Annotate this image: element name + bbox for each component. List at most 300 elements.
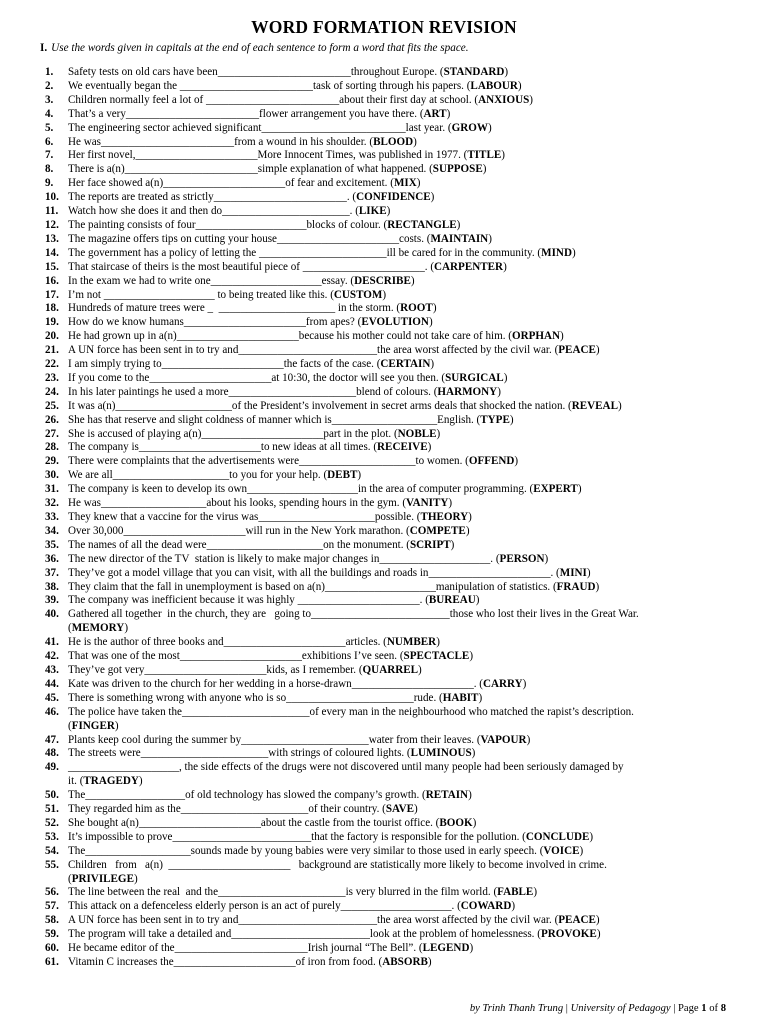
question-text-end: ) <box>427 441 432 454</box>
question-keyword: LEGEND <box>422 942 470 955</box>
question-text-end: ) <box>560 330 564 343</box>
question-keyword: SUPPOSE <box>432 163 483 176</box>
footer-author: by Trinh Thanh Trung <box>469 1003 564 1014</box>
question-text: This attack on a defenceless elderly person is an act of purely____________________. ( <box>68 900 461 913</box>
question-keyword: BOOK <box>439 816 473 829</box>
footer-of-label: of <box>706 1003 721 1014</box>
question-text-end: ) <box>488 232 492 245</box>
question-text-end: ) <box>544 552 549 565</box>
question-text-end: ) <box>114 719 119 732</box>
question-item <box>0 581 768 595</box>
question-keyword: LABOUR <box>470 79 518 92</box>
question-number: 14. <box>45 246 59 259</box>
question-text-end: ) <box>497 385 501 398</box>
question-number: 46. <box>45 705 59 718</box>
question-keyword: REVEAL <box>571 399 618 412</box>
question-number: 13. <box>45 232 59 245</box>
question-item <box>0 177 768 191</box>
question-text-end: ) <box>595 580 600 593</box>
question-item <box>0 289 768 303</box>
footer-separator: | <box>670 1003 679 1014</box>
question-item <box>0 956 768 970</box>
question-text: They’ve got a model village that you can visit, with all the buildings and roads in______________________. ( <box>68 566 560 579</box>
question-text: It was a(n)_____________________of the President’s involvement in secret arms deals that shocked the nation. ( <box>68 399 572 412</box>
question-number: 40. <box>45 608 59 621</box>
question-text-end: ) <box>571 246 576 259</box>
question-item <box>0 275 768 289</box>
question-text-end: ) <box>595 914 600 927</box>
question-text: He had grown up in a(n)______________________because his mother could not take care of him. ( <box>68 330 512 343</box>
question-number: 23. <box>45 371 59 384</box>
question-text: There were complaints that the advertisements were_____________________to women. ( <box>68 455 469 468</box>
question-number: 22. <box>45 358 59 371</box>
question-keyword: PERSON <box>499 552 545 565</box>
footer-separator: | <box>563 1003 571 1014</box>
question-keyword: PRIVILEGE <box>71 872 134 885</box>
question-keyword: COWARD <box>460 900 512 913</box>
question-text: If you come to the______________________at 10:30, the doctor will see you then. ( <box>68 371 446 384</box>
question-text: In his later paintings he used a more_______________________blend of colours. ( <box>68 385 438 398</box>
question-number: 57. <box>45 900 59 913</box>
question-text-end: ) <box>533 886 538 899</box>
question-text: That was one of the most______________________exhibitions I’ve seen. ( <box>68 650 404 663</box>
question-text: That’s a very________________________flower arrangement you have there. ( <box>68 107 424 120</box>
question-number: 15. <box>45 260 59 273</box>
question-text: They regarded him as the_______________________of their country. ( <box>68 803 386 816</box>
question-keyword: RECTANGLE <box>387 218 457 231</box>
question-text-end: ) <box>430 358 435 371</box>
question-number: 26. <box>45 413 59 426</box>
question-text-end: ) <box>413 135 417 148</box>
question-item <box>0 692 768 706</box>
instruction-text: Use the words given in capitals at the end of each sentence to form a word that fits the space. <box>51 42 469 54</box>
question-keyword: CERTAIN <box>380 358 431 371</box>
question-keyword: MIX <box>393 177 417 190</box>
question-number: 28. <box>45 441 59 454</box>
question-keyword: FABLE <box>497 886 534 899</box>
question-item <box>0 761 768 789</box>
question-item <box>0 80 768 94</box>
question-keyword: MIND <box>541 246 572 259</box>
question-keyword: PEACE <box>558 344 596 357</box>
question-number: 60. <box>45 942 59 955</box>
question-number: 20. <box>45 330 59 343</box>
question-text: ____________________, the side effects of the drugs were not discovered until many people had been seriously damaged by <box>68 761 624 774</box>
question-item <box>0 594 768 608</box>
question-item <box>0 928 768 942</box>
instruction <box>40 41 740 55</box>
question-keyword: CONFIDENCE <box>356 191 431 204</box>
question-number: 34. <box>45 524 59 537</box>
question-item <box>0 122 768 136</box>
question-text-end: ) <box>478 691 483 704</box>
question-keyword: TYPE <box>480 413 510 426</box>
question-number: 58. <box>45 914 59 927</box>
question-text-end: ) <box>617 399 622 412</box>
question-text: The painting consists of four____________________blocks of colour. ( <box>68 218 388 231</box>
question-number: 3. <box>45 93 54 106</box>
question-text-end: ) <box>450 538 455 551</box>
question-number: 37. <box>45 566 59 579</box>
question-keyword: RECEIVE <box>377 441 428 454</box>
question-keyword: STANDARD <box>443 66 505 78</box>
question-item <box>0 886 768 900</box>
question-text-end: ) <box>133 872 138 885</box>
question-keyword: OFFEND <box>468 455 515 468</box>
question-keyword: NUMBER <box>386 636 437 649</box>
question-item <box>0 386 768 400</box>
question-number: 25. <box>45 399 59 412</box>
question-text-end: ) <box>414 803 418 816</box>
question-number: 4. <box>45 107 54 120</box>
footer-page-total: 8 <box>720 1003 726 1014</box>
question-item <box>0 108 768 122</box>
question-text-continued: it. ( <box>68 775 84 788</box>
question-text: The streets were_______________________with strings of coloured lights. ( <box>68 747 411 760</box>
question-text-end: ) <box>410 274 415 287</box>
question-keyword: FRAUD <box>556 580 596 593</box>
question-number: 52. <box>45 816 59 829</box>
question-text: Her first novel,______________________More Innocent Times, was published in 1977. ( <box>68 149 468 162</box>
question-item <box>0 191 768 205</box>
question-keyword: CARRY <box>483 677 523 690</box>
question-text-end: ) <box>501 149 505 162</box>
question-text: The police have taken the_______________________of every man in the neighbourhood who matched the rapist’s description. <box>68 705 634 718</box>
question-item <box>0 664 768 678</box>
question-text-end: ) <box>475 594 480 607</box>
question-text: He is the author of three books and______________________articles. ( <box>68 636 387 649</box>
question-text-end: ) <box>579 844 584 857</box>
question-text: In the exam we had to write one____________________essay. ( <box>68 274 355 287</box>
question-text: The__________________of old technology has slowed the company’s growth. ( <box>68 789 426 802</box>
question-text-continued: ( <box>68 719 72 732</box>
page-title: WORD FORMATION REVISION <box>251 17 517 37</box>
question-item <box>0 734 768 748</box>
question-item <box>0 789 768 803</box>
question-number: 6. <box>45 135 54 148</box>
question-number: 18. <box>45 302 59 315</box>
question-item <box>0 914 768 928</box>
question-item <box>0 497 768 511</box>
question-text: The magazine offers tips on cutting your house______________________costs. ( <box>68 232 431 245</box>
question-keyword: MAINTAIN <box>430 232 489 245</box>
question-text: There is something wrong with anyone who is so_______________________rude. ( <box>68 691 443 704</box>
question-item <box>0 942 768 956</box>
question-number: 2. <box>45 79 54 92</box>
question-item <box>0 136 768 150</box>
question-item <box>0 316 768 330</box>
question-number: 39. <box>45 594 59 607</box>
question-text-end: ) <box>471 747 476 760</box>
question-text: A UN force has been sent in to try and_________________________the area worst affected by the civil war. ( <box>68 914 559 927</box>
question-text: Plants keep cool during the summer by_______________________water from their leaves. ( <box>68 733 481 746</box>
question-number: 50. <box>45 789 59 802</box>
question-text-end: ) <box>509 413 514 426</box>
question-keyword: LUMINOUS <box>410 747 472 760</box>
question-number: 1. <box>45 66 54 78</box>
question-text-continued: ( <box>68 622 72 635</box>
question-keyword: HABIT <box>442 691 479 704</box>
question-keyword: ANXIOUS <box>478 93 530 106</box>
question-item <box>0 455 768 469</box>
question-text-end: ) <box>456 218 461 231</box>
question-text: How do we know humans______________________from apes? ( <box>68 316 362 329</box>
question-number: 21. <box>45 344 59 357</box>
question-keyword: COMPETE <box>409 524 466 537</box>
question-text: Her face showed a(n)______________________of fear and excitement. ( <box>68 177 394 190</box>
question-text: She has that reserve and slight coldness of manner which is___________________English. ( <box>68 413 481 426</box>
question-text: Children normally feel a lot of ________________________about their first day at school. ( <box>68 93 479 106</box>
question-text: We are all_____________________to you for your help. ( <box>68 469 328 482</box>
question-item <box>0 441 768 455</box>
question-keyword: ORPHAN <box>511 330 561 343</box>
question-text: Kate was driven to the church for her wedding in a horse-drawn______________________. ( <box>68 677 483 690</box>
question-number: 17. <box>45 288 59 301</box>
question-text-end: ) <box>595 344 600 357</box>
question-continuation <box>68 720 726 734</box>
question-number: 10. <box>45 191 59 204</box>
question-text-end: ) <box>482 163 487 176</box>
question-text-end: ) <box>465 524 470 537</box>
question-text: That staircase of theirs is the most beautiful piece of ______________________. ( <box>68 260 435 273</box>
question-text-end: ) <box>517 79 522 92</box>
question-text: He was________________________from a wound in his shoulder. ( <box>68 135 374 148</box>
question-text-end: ) <box>418 663 422 676</box>
question-number: 41. <box>45 636 59 649</box>
question-item <box>0 261 768 275</box>
question-keyword: HARMONY <box>437 385 498 398</box>
question-number: 42. <box>45 650 59 663</box>
question-item <box>0 372 768 386</box>
question-number: 61. <box>45 956 59 968</box>
question-text: Hundreds of mature trees were _ _____________________ in the storm. ( <box>68 302 401 315</box>
question-item <box>0 845 768 859</box>
question-item <box>0 358 768 372</box>
question-item <box>0 511 768 525</box>
question-text: The program will take a detailed and_________________________look at the problem of homelessness. ( <box>68 928 541 941</box>
question-keyword: VOICE <box>543 844 580 857</box>
question-keyword: VANITY <box>406 497 449 510</box>
question-item <box>0 678 768 692</box>
question-text: Gathered all together in the church, they are going to_________________________those who lost their lives in the Great War. <box>68 608 639 621</box>
question-text: She is accused of playing a(n)______________________part in the plot. ( <box>68 427 398 440</box>
question-item <box>0 149 768 163</box>
question-number: 53. <box>45 830 59 843</box>
question-item <box>0 163 768 177</box>
question-number: 55. <box>45 858 59 871</box>
question-item <box>0 747 768 761</box>
question-item <box>0 636 768 650</box>
question-keyword: CUSTOM <box>333 288 383 301</box>
question-text: Vitamin C increases the______________________of iron from food. ( <box>68 956 383 968</box>
question-item <box>0 414 768 428</box>
question-keyword: QUARREL <box>362 663 419 676</box>
question-keyword: PEACE <box>558 914 596 927</box>
question-number: 8. <box>45 163 54 176</box>
question-item <box>0 525 768 539</box>
question-item <box>0 344 768 358</box>
question-text: Children from a(n) ______________________ background are statistically more likely to become involved in crime. <box>68 858 607 871</box>
question-keyword: THEORY <box>420 511 469 523</box>
question-keyword: DEBT <box>327 469 358 482</box>
question-keyword: BUREAU <box>428 594 476 607</box>
question-item <box>0 817 768 831</box>
question-keyword: MEMORY <box>71 622 125 635</box>
question-keyword: SAVE <box>385 803 415 816</box>
question-text-end: ) <box>589 830 594 843</box>
question-text-end: ) <box>487 121 492 134</box>
question-keyword: MINI <box>559 566 587 579</box>
question-keyword: LIKE <box>358 205 387 218</box>
question-text-end: ) <box>586 566 591 579</box>
question-keyword: CONCLUDE <box>525 830 590 843</box>
question-keyword: NOBLE <box>397 427 437 440</box>
question-keyword: EXPERT <box>533 483 578 496</box>
question-number: 12. <box>45 218 59 231</box>
question-keyword: CARPENTER <box>434 260 504 273</box>
question-text-end: ) <box>522 677 527 690</box>
question-text-end: ) <box>386 205 391 218</box>
question-item <box>0 483 768 497</box>
question-keyword: SCRIPT <box>409 538 451 551</box>
question-item <box>0 539 768 553</box>
question-text-end: ) <box>436 427 441 440</box>
question-item <box>0 94 768 108</box>
question-text: He was___________________about his looks, spending hours in the gym. ( <box>68 497 407 510</box>
question-number: 36. <box>45 552 59 565</box>
question-text: I’m not ____________________ to being treated like this. ( <box>68 288 334 301</box>
question-text-end: ) <box>468 789 472 802</box>
question-number: 45. <box>45 691 59 704</box>
question-text-end: ) <box>357 469 362 482</box>
question-text-end: ) <box>430 191 435 204</box>
question-text-end: ) <box>138 775 143 788</box>
question-number: 19. <box>45 316 59 329</box>
question-text-end: ) <box>529 93 533 106</box>
question-continuation <box>68 622 726 636</box>
question-text-end: ) <box>124 622 129 635</box>
footer-page-number: 1 <box>701 1003 707 1014</box>
question-number: 47. <box>45 733 59 746</box>
question-number: 29. <box>45 455 59 468</box>
question-item <box>0 608 768 636</box>
question-keyword: TITLE <box>467 149 502 162</box>
question-number: 27. <box>45 427 59 440</box>
question-item <box>0 247 768 261</box>
question-item <box>0 900 768 914</box>
page-footer <box>470 1003 726 1014</box>
question-text-end: ) <box>428 316 433 329</box>
question-keyword: SURGICAL <box>445 371 504 384</box>
question-number: 56. <box>45 886 59 899</box>
question-text-end: ) <box>514 455 519 468</box>
question-number: 24. <box>45 385 59 398</box>
question-number: 51. <box>45 803 59 816</box>
question-keyword: RETAIN <box>425 789 469 802</box>
question-text-end: ) <box>504 66 509 78</box>
question-item <box>0 302 768 316</box>
question-number: 49. <box>45 761 59 774</box>
question-keyword: PROVOKE <box>540 928 597 941</box>
question-text-end: ) <box>416 177 421 190</box>
question-text: The engineering sector achieved significant__________________________last year. ( <box>68 121 452 134</box>
question-text: They knew that a vaccine for the virus was_____________________possible. ( <box>68 511 421 523</box>
question-item <box>0 706 768 734</box>
question-item <box>0 803 768 817</box>
question-text: He became editor of the________________________Irish journal “The Bell”. ( <box>68 942 423 955</box>
instruction-number: I. <box>40 42 48 54</box>
question-text-end: ) <box>503 371 508 384</box>
question-text: She bought a(n)______________________about the castle from the tourist office. ( <box>68 816 440 829</box>
question-text: They’ve got very______________________kids, as I remember. ( <box>68 663 363 676</box>
question-number: 16. <box>45 274 59 287</box>
question-text-end: ) <box>577 483 582 496</box>
question-item <box>0 219 768 233</box>
question-keyword: VAPOUR <box>480 733 527 746</box>
question-text: The company was inefficient because it was highly ______________________. ( <box>68 594 429 607</box>
question-text-end: ) <box>469 942 474 955</box>
question-item <box>0 469 768 483</box>
question-text-end: ) <box>503 260 507 273</box>
question-keyword: EVOLUTION <box>361 316 429 329</box>
question-number: 44. <box>45 677 59 690</box>
question-text: The company is______________________to new ideas at all times. ( <box>68 441 378 454</box>
question-text: It’s impossible to prove_________________________that the factory is responsible for the pollution. ( <box>68 830 526 843</box>
question-number: 32. <box>45 497 59 510</box>
footer-page-label: Page <box>678 1003 702 1014</box>
question-number: 33. <box>45 511 59 523</box>
question-item <box>0 428 768 442</box>
question-number: 5. <box>45 121 54 134</box>
question-text-end: ) <box>468 511 472 523</box>
question-keyword: TRAGEDY <box>83 775 139 788</box>
question-text: Safety tests on old cars have been________________________throughout Europe. ( <box>68 66 444 78</box>
question-item <box>0 567 768 581</box>
question-text: The company is keen to develop its own____________________in the area of computer programming. ( <box>68 483 534 496</box>
question-text: The reports are treated as strictly________________________. ( <box>68 191 357 204</box>
question-item <box>0 831 768 845</box>
question-text-end: ) <box>596 928 601 941</box>
question-text: I am simply trying to______________________the facts of the case. ( <box>68 358 381 371</box>
question-number: 54. <box>45 844 59 857</box>
footer-institution: University of Pedagogy <box>570 1003 671 1014</box>
question-number: 35. <box>45 538 59 551</box>
question-text: The new director of the TV station is likely to make major changes in____________________. ( <box>68 552 500 565</box>
question-text-end: ) <box>469 650 474 663</box>
question-text-end: ) <box>511 900 516 913</box>
question-keyword: ABSORB <box>382 956 428 968</box>
question-keyword: GROW <box>451 121 488 134</box>
question-text: They claim that the fall in unemployment is based on a(n)____________________manipulation of statistics. ( <box>68 580 557 593</box>
question-number: 59. <box>45 928 59 941</box>
question-continuation <box>68 775 726 789</box>
question-text-end: ) <box>472 816 477 829</box>
question-text-end: ) <box>427 956 432 968</box>
question-text: The line between the real and the_______________________is very blurred in the film world. ( <box>68 886 498 899</box>
question-number: 11. <box>45 205 59 218</box>
question-keyword: SPECTACLE <box>403 650 470 663</box>
question-number: 9. <box>45 177 54 190</box>
question-text: Watch how she does it and then do_______________________. ( <box>68 205 359 218</box>
question-text: A UN force has been sent in to try and_________________________the area worst affected by the civil war. ( <box>68 344 559 357</box>
question-text-end: ) <box>436 636 440 649</box>
question-keyword: DESCRIBE <box>354 274 411 287</box>
question-list <box>0 66 768 970</box>
question-item <box>0 205 768 219</box>
question-item <box>0 400 768 414</box>
question-number: 48. <box>45 747 59 760</box>
question-text-end: ) <box>526 733 531 746</box>
